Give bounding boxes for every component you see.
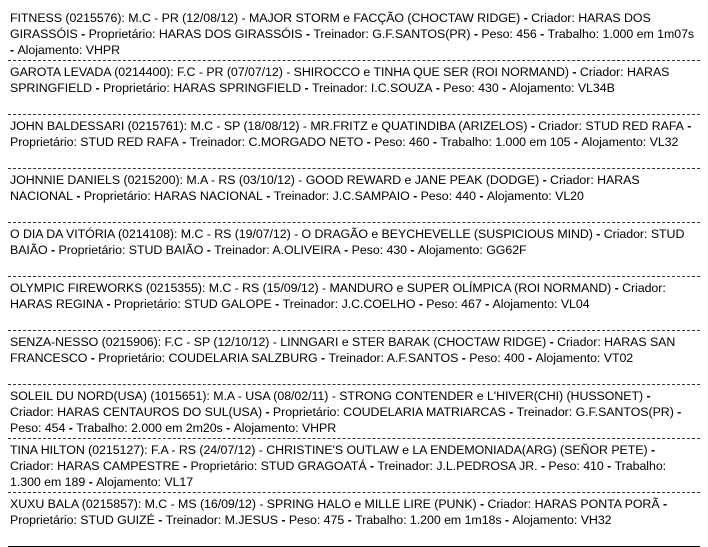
horse-entry [8,277,700,331]
field-label-peso: Peso: [10,421,42,435]
horse-entry [8,169,700,223]
field-separator: - [340,243,352,257]
field-value-treinador: A.F.SANTOS [386,351,459,365]
field-value-proprietario: STUD GALOPE [184,297,272,311]
entry-head: TINA HILTON (0215127): F.A - RS (24/07/12) - CHRISTINE'S OUTLAW e LA ENDEMONIADA(ARG) (SEÑOR PETE) [10,443,648,457]
field-separator: - [683,119,692,133]
field-label-trabalho: Trabalho: [355,513,407,527]
field-separator: - [47,243,59,257]
field-separator: - [432,81,444,95]
field-value-alojamento: VL34B [577,81,615,95]
field-separator: - [222,421,234,435]
horse-entry [8,385,700,439]
entry-head: GAROTA LEVADA (0214400): F.C - PR (07/07/12) - SHIROCCO e TINHA QUE SER (ROI NORMAND) [10,65,569,79]
field-value-criador: HARAS SPRINGFIELD [10,65,670,95]
field-value-criador: HARAS SAN FRANCESCO [10,335,676,365]
field-separator: - [65,421,77,435]
field-separator: - [536,27,548,41]
field-separator: - [592,227,604,241]
field-label-alojamento: Alojamento: [233,421,299,435]
field-label-proprietario: Proprietário: [113,297,181,311]
field-label-peso: Peso: [469,351,501,365]
field-value-alojamento: VH32 [580,513,612,527]
field-value-criador: STUD BAIÃO [10,227,685,257]
field-separator: - [429,135,441,149]
field-separator: - [271,297,283,311]
field-value-alojamento: VL04 [560,297,590,311]
field-value-treinador: C.MORGADO NETO [248,135,364,149]
field-separator: - [262,189,274,203]
field-separator: - [570,135,582,149]
field-label-proprietario: Proprietário: [98,351,166,365]
field-value-peso: 430 [478,81,499,95]
field-separator: - [537,459,549,473]
field-value-criador: STUD RED RAFA [585,119,684,133]
field-value-proprietario: COUDELARIA SALZBURG [168,351,318,365]
horse-entry [8,115,700,169]
horse-entry [8,331,700,385]
field-separator: - [409,189,421,203]
entry-head: OLYMPIC FIREWORKS (0215355): M.C - RS (15/09/12) - MANDURO e SUPER OLÍMPICA (ROI NORMAND) [10,281,612,295]
entry-head: JOHN BALDESSARI (0215761): M.C - SP (18/08/12) - MR.FRITZ e QUATINDIBA (ARIZELOS) [10,119,528,133]
field-separator: - [77,27,89,41]
field-value-proprietario: HARAS SPRINGFIELD [173,81,302,95]
field-label-treinador: Treinador: [165,513,222,527]
entry-head: JOHNNIE DANIELS (0215200): M.A - RS (03/10/12) - GOOD REWARD e JANE PEAK (DODGE) [10,173,540,187]
field-label-treinador: Treinador: [516,405,573,419]
field-label-criador: Criador: [579,65,624,79]
field-value-criador: HARAS CAMPESTRE [57,459,180,473]
field-separator: - [72,189,84,203]
entry-head: SENZA-NESSO (0215906): F.C - SP (12/10/12) - LINNGARI e STER BARAK (CHOCTAW RIDGE) [10,335,547,349]
field-value-alojamento: VHPR [85,43,120,57]
field-label-criador: Criador: [487,497,532,511]
field-value-peso: 400 [504,351,525,365]
field-separator: - [277,513,289,527]
field-value-peso: 475 [323,513,345,527]
field-value-alojamento: VHPR [301,421,337,435]
horse-entry [8,61,700,115]
field-value-alojamento: VL32 [649,135,679,149]
field-label-criador: Criador: [10,405,54,419]
field-separator: - [179,459,191,473]
field-separator: - [481,297,493,311]
field-value-criador: HARAS DOS GIRASSÓIS [10,11,651,41]
field-value-peso: 467 [461,297,482,311]
field-value-proprietario: HARAS DOS GIRASSÓIS [158,27,303,41]
field-label-criador: Criador: [603,227,648,241]
field-value-criador: HARAS PONTA PORÃ [534,497,660,511]
field-label-trabalho: Trabalho: [547,27,600,41]
field-label-criador: Criador: [622,281,666,295]
field-label-alojamento: Alojamento: [581,135,647,149]
horse-entry [8,223,700,277]
field-label-alojamento: Alojamento: [509,81,575,95]
field-separator: - [603,459,615,473]
field-separator: - [178,135,190,149]
field-label-peso: Peso: [374,135,406,149]
field-value-proprietario: COUDELARIA MATRIARCAS [343,405,506,419]
field-separator: - [520,11,532,25]
field-label-treinador: Treinador: [377,459,433,473]
field-separator: - [659,497,668,511]
field-value-proprietario: STUD RED RAFA [80,135,179,149]
field-value-alojamento: GG62F [486,243,527,257]
entry-head: O DIA DA VITÓRIA (0214108): M.C - RS (19/07/12) - O DRAGÃO e BEYCHEVELLE (SUSPICIOUS MIND) [10,227,593,241]
field-value-treinador: M.JESUS [224,513,278,527]
field-label-criador: Criador: [550,173,594,187]
field-separator: - [546,335,558,349]
field-value-peso: 410 [583,459,604,473]
field-separator: - [527,119,539,133]
field-label-alojamento: Alojamento: [17,43,83,57]
field-label-proprietario: Proprietário: [88,27,156,41]
field-value-peso: 430 [386,243,408,257]
entry-head: XUXU BALA (0215857): M.C - MS (16/09/12) - SPRING HALO e MILLE LIRE (PUNK) [10,497,477,511]
field-label-peso: Peso: [351,243,384,257]
field-label-proprietario: Proprietário: [10,513,77,527]
entry-head: FITNESS (0215576): M.C - PR (12/08/12) - MAJOR STORM e FACÇÃO (CHOCTAW RIDGE) [10,11,521,25]
field-value-criador: HARAS NACIONAL [10,173,640,203]
field-separator: - [476,497,488,511]
field-label-peso: Peso: [548,459,580,473]
field-separator: - [301,81,312,95]
field-separator: - [92,81,103,95]
field-value-alojamento: VL17 [164,475,194,489]
field-separator: - [539,173,551,187]
field-value-treinador: I.C.SOUZA [370,81,433,95]
field-label-peso: Peso: [481,27,513,41]
field-value-peso: 460 [409,135,430,149]
field-separator: - [501,513,513,527]
field-label-proprietario: Proprietário: [102,81,170,95]
field-separator: - [470,27,482,41]
field-label-peso: Peso: [426,297,458,311]
field-value-alojamento: VL20 [555,189,584,203]
field-value-peso: 456 [516,27,537,41]
field-value-trabalho: 1.300 em 189 [10,475,86,489]
field-label-alojamento: Alojamento: [512,513,578,527]
field-separator: - [154,513,166,527]
horse-entry [8,439,700,493]
field-separator: - [344,513,356,527]
field-separator: - [475,189,487,203]
field-label-proprietario: Proprietário: [58,243,126,257]
field-value-peso: 440 [455,189,476,203]
field-label-trabalho: Trabalho: [440,135,492,149]
field-value-treinador: A.OLIVEIRA [272,243,341,257]
field-value-proprietario: STUD BAIÃO [128,243,204,257]
field-separator: - [87,351,99,365]
field-label-criador: Criador: [531,11,575,25]
field-label-treinador: Treinador: [311,81,368,95]
field-value-proprietario: HARAS NACIONAL [154,189,263,203]
field-label-treinador: Treinador: [189,135,246,149]
field-label-treinador: Treinador: [214,243,270,257]
field-separator: - [415,297,427,311]
field-separator: - [363,135,375,149]
field-value-treinador: G.F.SANTOS(PR) [575,405,674,419]
field-label-proprietario: Proprietário: [83,189,151,203]
field-label-treinador: Treinador: [273,189,330,203]
field-separator: - [458,351,470,365]
field-label-alojamento: Alojamento: [417,243,483,257]
field-separator: - [302,27,314,41]
field-value-proprietario: STUD GRAGOATÁ [260,459,367,473]
field-separator: - [524,351,536,365]
field-value-trabalho: 1.200 em 1m18s [409,513,502,527]
field-value-trabalho: 1.000 em 105 [495,135,571,149]
field-separator: - [647,443,656,457]
field-separator: - [10,43,18,57]
field-label-criador: Criador: [10,459,54,473]
field-label-peso: Peso: [443,81,475,95]
field-label-treinador: Treinador: [282,297,339,311]
field-label-alojamento: Alojamento: [535,351,601,365]
field-value-trabalho: 1.000 em 1m07s [602,27,695,41]
field-separator: - [673,405,682,419]
field-label-trabalho: Trabalho: [614,459,667,473]
field-value-trabalho: 2.000 em 2m20s [131,421,223,435]
field-separator: - [103,297,114,311]
field-value-treinador: J.C.SAMPAIO [332,189,410,203]
field-label-alojamento: Alojamento: [486,189,552,203]
field-separator: - [611,281,623,295]
field-value-treinador: G.F.SANTOS(PR) [372,27,471,41]
field-label-criador: Criador: [557,335,601,349]
field-label-trabalho: Trabalho: [76,421,128,435]
field-separator: - [85,475,97,489]
field-separator: - [498,81,510,95]
field-label-peso: Peso: [420,189,452,203]
field-label-treinador: Treinador: [313,27,369,41]
field-label-alojamento: Alojamento: [492,297,558,311]
horse-entry [8,7,700,61]
field-label-proprietario: Proprietário: [10,135,77,149]
field-separator: - [407,243,418,257]
field-value-treinador: J.C.COELHO [341,297,416,311]
field-separator: - [505,405,517,419]
field-separator: - [366,459,378,473]
field-separator: - [568,65,580,79]
field-value-peso: 454 [44,421,66,435]
field-label-alojamento: Alojamento: [96,475,161,489]
horse-entry [8,493,700,547]
field-label-proprietario: Proprietário: [190,459,258,473]
field-value-criador: HARAS REGINA [10,297,104,311]
field-separator: - [262,405,273,419]
field-label-criador: Criador: [538,119,582,133]
field-label-treinador: Treinador: [328,351,385,365]
field-value-criador: HARAS CENTAUROS DO SUL(USA) [57,405,263,419]
field-label-peso: Peso: [288,513,321,527]
entry-head: SOLEIL DU NORD(USA) (1015651): M.A - USA (08/02/11) - STRONG CONTENDER e L'HIVER(CHI) (HUSSONET) [10,389,644,403]
field-separator: - [643,389,651,403]
field-value-alojamento: VT02 [603,351,634,365]
field-separator: - [203,243,215,257]
field-label-proprietario: Proprietário: [272,405,340,419]
field-value-treinador: J.L.PEDROSA JR. [436,459,538,473]
field-value-proprietario: STUD GUIZÉ [80,513,155,527]
field-separator: - [317,351,329,365]
